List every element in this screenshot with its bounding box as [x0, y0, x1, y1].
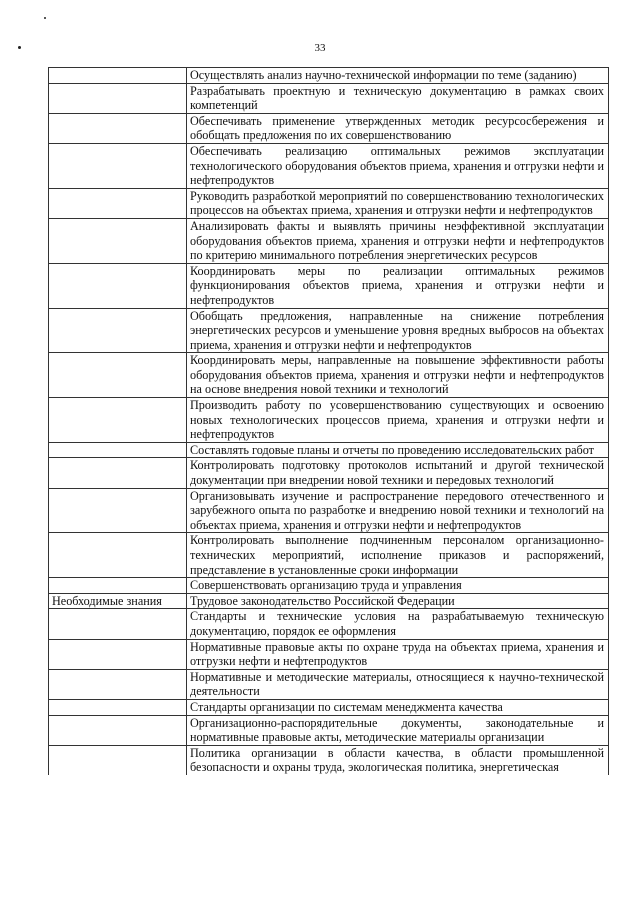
competency-table — [48, 67, 609, 775]
row-text-cell: Политика организации в области качества, в области промышленной безопасности и охраны труда, экологическая политика, энергетическая — [187, 745, 609, 775]
row-label-cell: Необходимые знания — [49, 593, 187, 609]
table-row — [49, 715, 609, 745]
row-label-cell — [49, 188, 187, 218]
row-label-cell — [49, 639, 187, 669]
row-label-cell — [49, 113, 187, 143]
row-label-cell — [49, 68, 187, 84]
row-text-cell: Обеспечивать реализацию оптимальных режимов эксплуатации технологического оборудования объектов приема, хранения и отгрузки нефти и нефтепродуктов — [187, 143, 609, 188]
table-row — [49, 593, 609, 609]
row-text-cell: Разрабатывать проектную и техническую документацию в рамках своих компетенций — [187, 83, 609, 113]
table-row — [49, 308, 609, 353]
row-label-cell — [49, 699, 187, 715]
row-text-cell: Анализировать факты и выявлять причины неэффективной эксплуатации оборудования объектов приема, хранения и отгрузки нефти и нефтепродуктов по критерию минимального потребления энергетических ресурсов — [187, 218, 609, 263]
row-text-cell: Стандарты организации по системам менеджмента качества — [187, 699, 609, 715]
table-row — [49, 458, 609, 488]
row-label-cell — [49, 308, 187, 353]
table-row — [49, 353, 609, 398]
row-text-cell: Организационно-распорядительные документы, законодательные и нормативные правовые акты, методические материалы организации — [187, 715, 609, 745]
row-label-cell — [49, 442, 187, 458]
table-row — [49, 263, 609, 308]
row-text-cell: Совершенствовать организацию труда и управления — [187, 578, 609, 594]
row-text-cell: Составлять годовые планы и отчеты по проведению исследовательских работ — [187, 442, 609, 458]
row-text-cell: Стандарты и технические условия на разрабатываемую техническую документацию, порядок ее оформления — [187, 609, 609, 639]
table-row — [49, 398, 609, 443]
row-text-cell: Трудовое законодательство Российской Федерации — [187, 593, 609, 609]
row-text-cell: Осуществлять анализ научно-технической информации по теме (заданию) — [187, 68, 609, 84]
scan-speck — [44, 17, 46, 19]
row-label-cell — [49, 609, 187, 639]
row-label-cell — [49, 669, 187, 699]
row-label-cell — [49, 458, 187, 488]
table-row — [49, 745, 609, 775]
page-number: 33 — [314, 42, 326, 54]
table-row — [49, 143, 609, 188]
row-label-cell — [49, 263, 187, 308]
table-row — [49, 188, 609, 218]
table-row — [49, 578, 609, 594]
table-row — [49, 699, 609, 715]
row-label-cell — [49, 578, 187, 594]
row-text-cell: Организовывать изучение и распространение передового отечественного и зарубежного опыта по разработке и внедрению новой техники и технологий на объектах приема, хранения и отгрузки нефти и нефтепродуктов — [187, 488, 609, 533]
table-row — [49, 488, 609, 533]
table-row — [49, 442, 609, 458]
table-row — [49, 533, 609, 578]
row-text-cell: Нормативные правовые акты по охране труда на объектах приема, хранения и отгрузки нефти и нефтепродуктов — [187, 639, 609, 669]
row-text-cell: Контролировать выполнение подчиненным персоналом организационно-технических мероприятий, исполнение приказов и распоряжений, представление в установленные сроки информации — [187, 533, 609, 578]
table-row — [49, 669, 609, 699]
row-label-cell — [49, 715, 187, 745]
table-body — [49, 68, 609, 775]
table-row — [49, 609, 609, 639]
row-label-cell — [49, 143, 187, 188]
row-text-cell: Обобщать предложения, направленные на снижение потребления энергетических ресурсов и уменьшение уровня вредных выбросов на объектах приема, хранения и отгрузки нефти и нефтепродуктов — [187, 308, 609, 353]
row-text-cell: Нормативные и методические материалы, относящиеся к научно-технической деятельности — [187, 669, 609, 699]
row-label-cell — [49, 533, 187, 578]
row-label-cell — [49, 353, 187, 398]
row-text-cell: Координировать меры, направленные на повышение эффективности работы оборудования объектов приема, хранения и отгрузки нефти и нефтепродуктов на основе внедрения новой техники и технологий — [187, 353, 609, 398]
table-row — [49, 68, 609, 84]
row-text-cell: Руководить разработкой мероприятий по совершенствованию технологических процессов на объектах приема, хранения и отгрузки нефти и нефтепродуктов — [187, 188, 609, 218]
row-text-cell: Производить работу по усовершенствованию существующих и освоению новых технологических процессов приема, хранения и отгрузки нефти и нефтепродуктов — [187, 398, 609, 443]
row-text-cell: Координировать меры по реализации оптимальных режимов функционирования объектов приема, хранения и отгрузки нефти и нефтепродуктов — [187, 263, 609, 308]
table-row — [49, 113, 609, 143]
row-label-cell — [49, 218, 187, 263]
table-row — [49, 218, 609, 263]
table-row — [49, 639, 609, 669]
row-label-cell — [49, 83, 187, 113]
row-label-cell — [49, 398, 187, 443]
row-label-cell — [49, 488, 187, 533]
row-text-cell: Обеспечивать применение утвержденных методик ресурсосбережения и обобщать предложения по их совершенствованию — [187, 113, 609, 143]
row-text-cell: Контролировать подготовку протоколов испытаний и другой технической документации при внедрении новой техники и передовых технологий — [187, 458, 609, 488]
table-row — [49, 83, 609, 113]
row-label-cell — [49, 745, 187, 775]
